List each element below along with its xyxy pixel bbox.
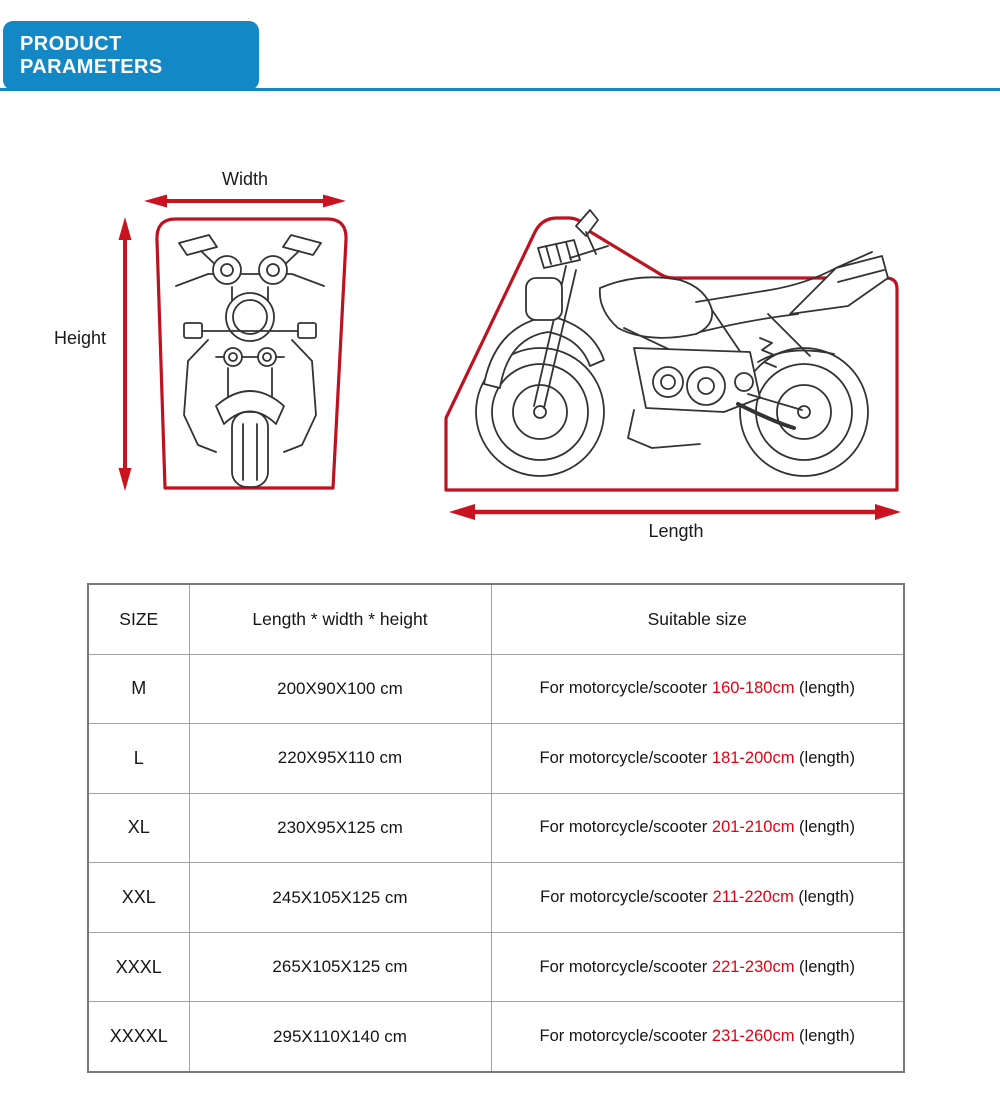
- height-arrow-icon: [117, 215, 133, 493]
- dimensions-cell: 230X95X125 cm: [189, 793, 491, 863]
- dimensions-cell: 295X110X140 cm: [189, 1002, 491, 1072]
- dimensions-cell: 200X90X100 cm: [189, 654, 491, 724]
- suitable-range: 201-210cm: [711, 818, 795, 837]
- side-bike-drawing: [476, 210, 888, 476]
- suitable-range: 211-220cm: [712, 888, 794, 907]
- suitable-cell: [491, 724, 904, 794]
- suitable-prefix: For motorcycle/scooter: [539, 818, 712, 837]
- table-row: [88, 793, 904, 863]
- table-row: [88, 863, 904, 933]
- dimensions-cell: 220X95X110 cm: [189, 724, 491, 794]
- suitable-cell: [491, 932, 904, 1002]
- suitable-prefix: For motorcycle/scooter: [539, 1027, 712, 1046]
- size-cell: XXXL: [88, 932, 189, 1002]
- banner-accent-line: [0, 88, 1000, 91]
- suitable-suffix: (length): [793, 888, 855, 907]
- table-row: [88, 724, 904, 794]
- dimensions-cell: 265X105X125 cm: [189, 932, 491, 1002]
- table-header-row: [88, 584, 904, 654]
- header-dimensions: Length * width * height: [189, 584, 491, 654]
- header-suitable: Suitable size: [491, 584, 904, 654]
- table-row: [88, 932, 904, 1002]
- suitable-prefix: For motorcycle/scooter: [540, 888, 713, 907]
- header-size: SIZE: [88, 584, 189, 654]
- suitable-cell: [491, 1002, 904, 1072]
- table-row: [88, 654, 904, 724]
- suitable-range: 221-230cm: [711, 957, 795, 976]
- suitable-cell: [491, 654, 904, 724]
- suitable-suffix: (length): [794, 957, 855, 976]
- front-bike-drawing: [176, 235, 324, 487]
- length-label: Length: [648, 521, 704, 541]
- suitable-cell: [491, 863, 904, 933]
- size-cell: M: [88, 654, 189, 724]
- motorcycle-side-cover-diagram: [438, 186, 906, 498]
- suitable-suffix: (length): [794, 679, 855, 698]
- suitable-suffix: (length): [794, 748, 855, 767]
- table-row: [88, 1002, 904, 1072]
- size-cell: XL: [88, 793, 189, 863]
- suitable-suffix: (length): [794, 818, 855, 837]
- suitable-prefix: For motorcycle/scooter: [539, 679, 712, 698]
- suitable-range: 181-200cm: [711, 748, 795, 767]
- banner-title: PRODUCT PARAMETERS: [20, 32, 163, 78]
- suitable-prefix: For motorcycle/scooter: [539, 748, 712, 767]
- product-parameters-banner: [3, 21, 259, 90]
- size-cell: L: [88, 724, 189, 794]
- size-cell: XXXXL: [88, 1002, 189, 1072]
- suitable-cell: [491, 793, 904, 863]
- height-label: Height: [53, 328, 107, 348]
- suitable-prefix: For motorcycle/scooter: [539, 957, 712, 976]
- dimensions-cell: 245X105X125 cm: [189, 863, 491, 933]
- width-label: Width: [221, 169, 268, 189]
- length-arrow-icon: [446, 502, 904, 522]
- motorcycle-front-cover-diagram: [146, 200, 354, 490]
- suitable-suffix: (length): [794, 1027, 855, 1046]
- suitable-range: 160-180cm: [711, 679, 795, 698]
- size-cell: XXL: [88, 863, 189, 933]
- suitable-range: 231-260cm: [711, 1027, 795, 1046]
- size-table: [87, 583, 905, 1073]
